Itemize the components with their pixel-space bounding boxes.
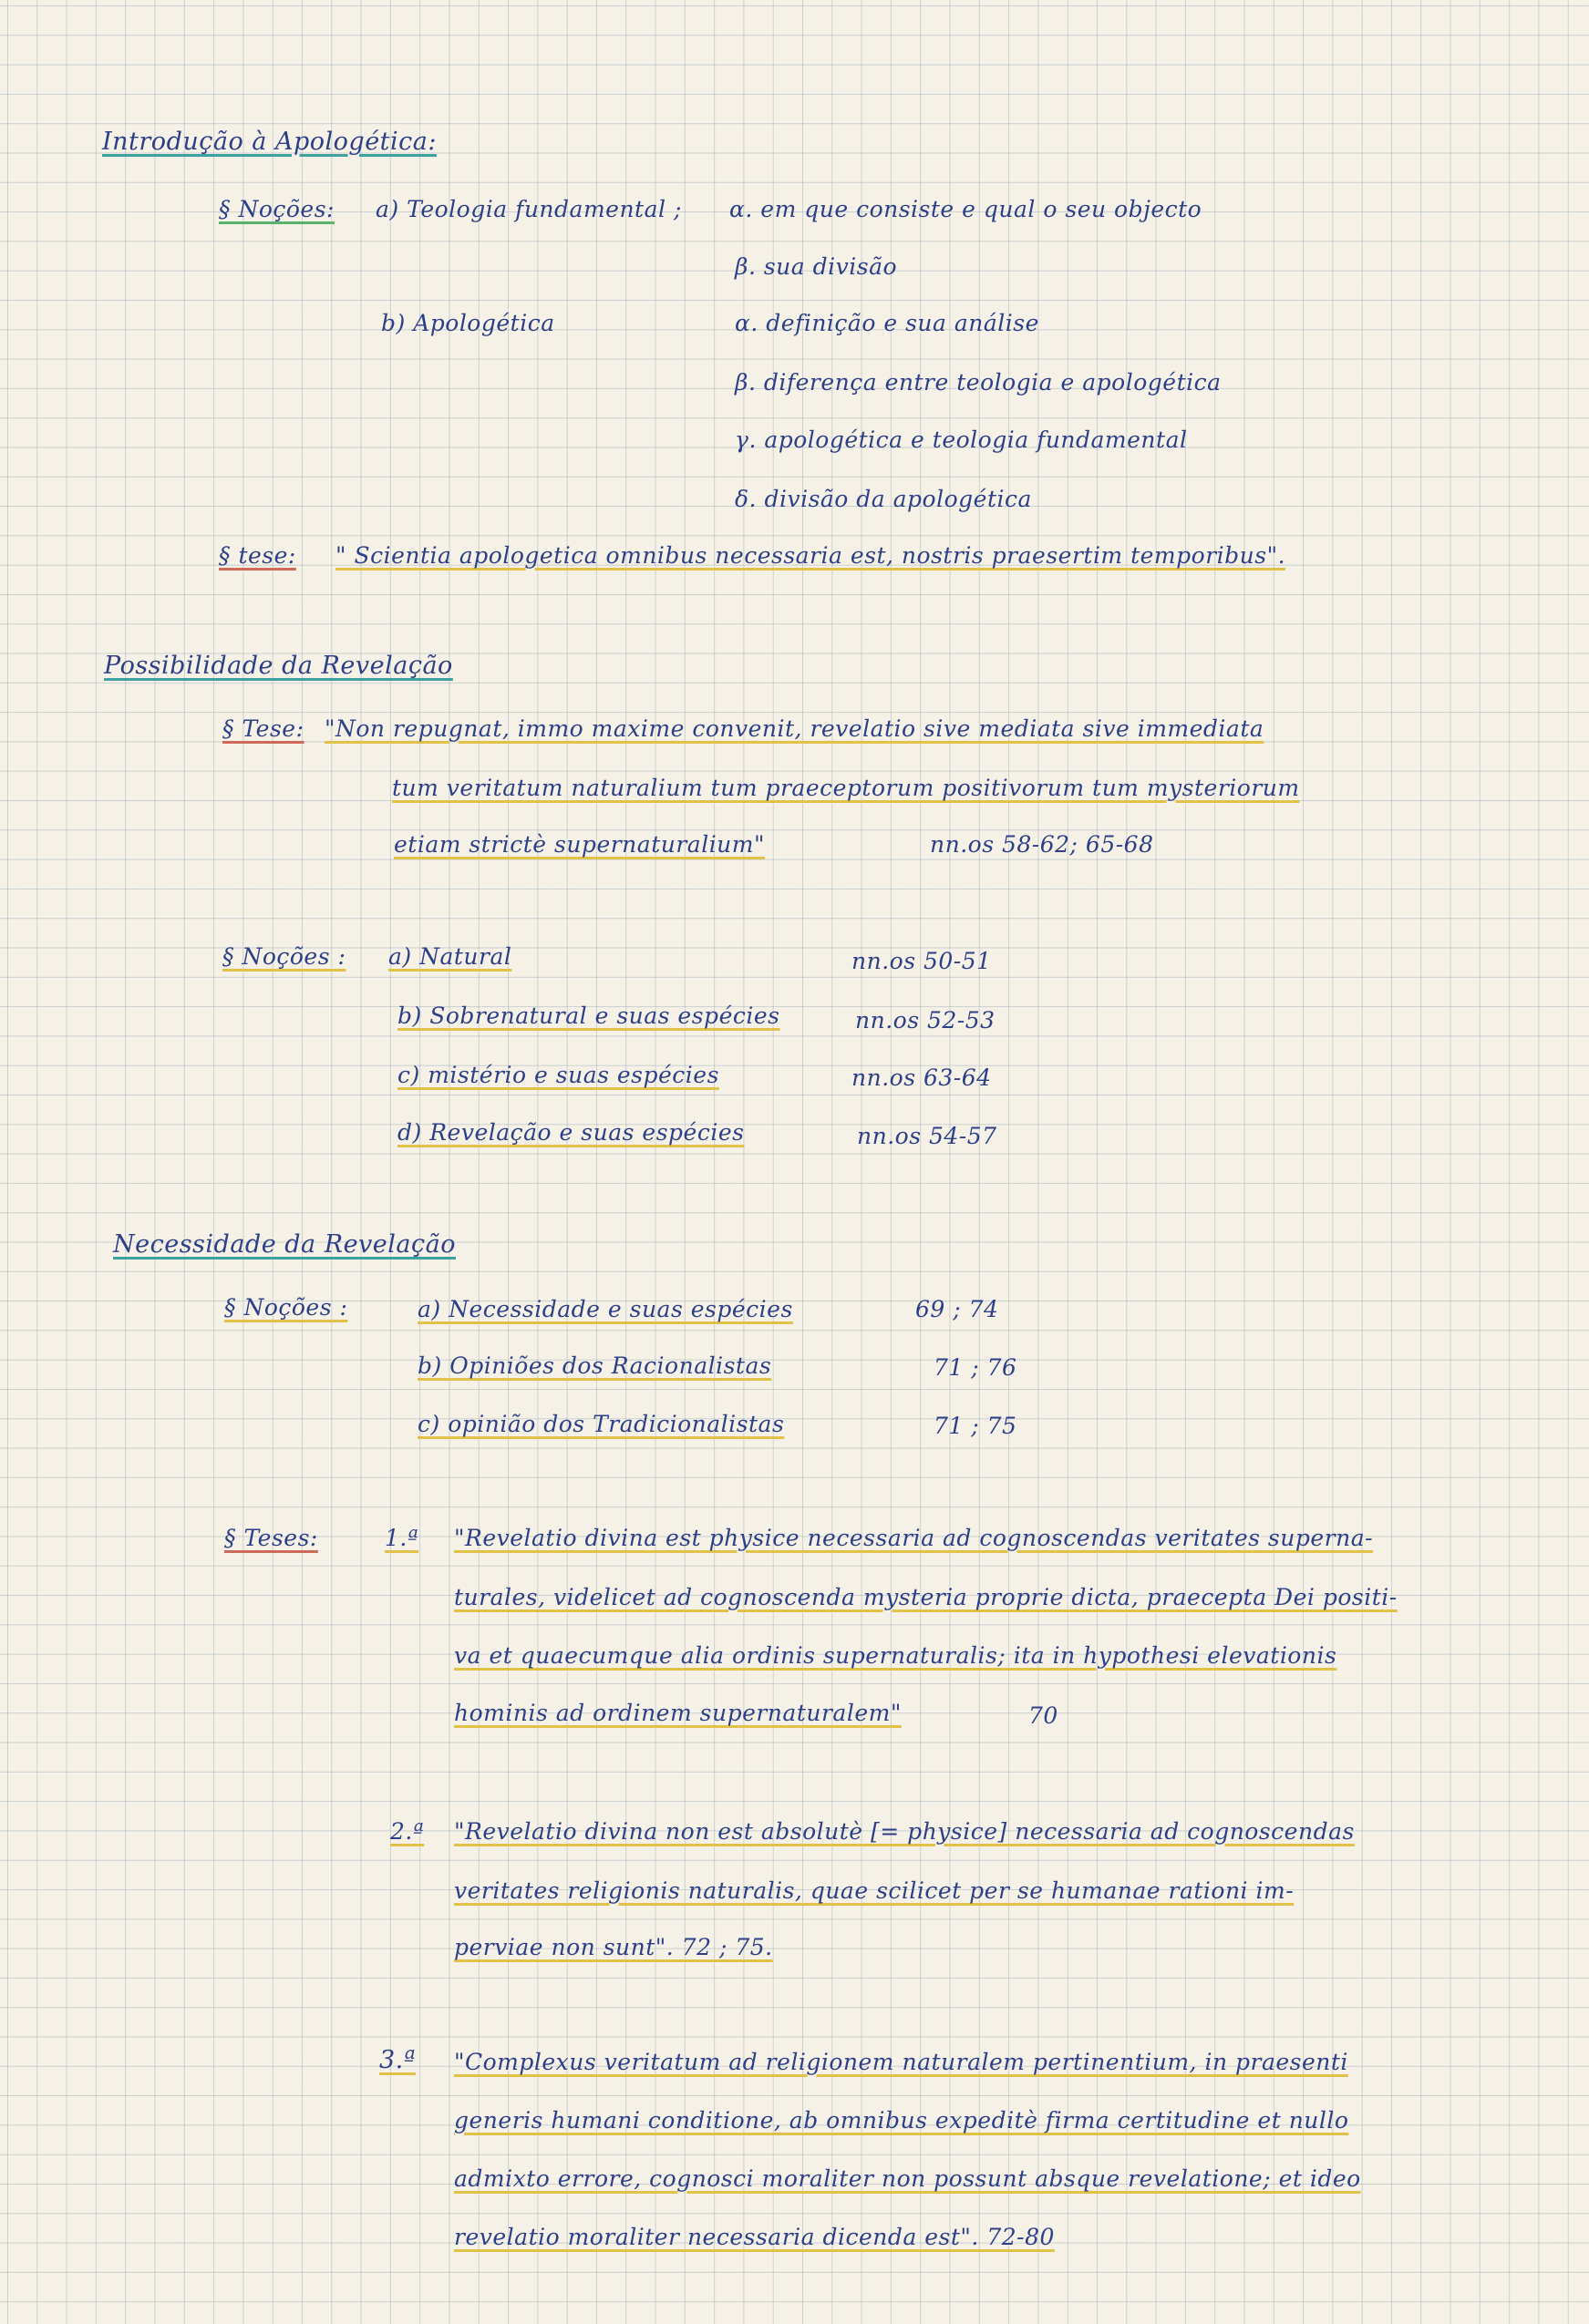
intro-a-item-2: β. sua divisão xyxy=(735,253,898,280)
tese-1-line-2: turales, videlicet ad cognoscenda mysteria proprie dicta, praecepta Dei positi- xyxy=(454,1584,1398,1610)
intro-b-item-1: α. definição e sua análise xyxy=(735,310,1039,336)
necessidade-nocao-a-ref: 69 ; 74 xyxy=(915,1296,999,1322)
tese-3-line-2: generis humani conditione, ab omnibus expeditè firma certitudine et nullo xyxy=(454,2107,1349,2134)
tese-1-line-1: "Revelatio divina est physice necessaria ad cognoscendas veritates superna- xyxy=(454,1525,1374,1551)
section-title-possibilidade: Possibilidade da Revelação xyxy=(104,652,453,680)
possibilidade-nocoes-label: § Noções : xyxy=(222,943,346,970)
possibilidade-nocao-b: b) Sobrenatural e suas espécies xyxy=(397,1003,780,1029)
possibilidade-nocao-b-ref: nn.os 52-53 xyxy=(855,1007,996,1033)
necessidade-nocoes-label: § Noções : xyxy=(224,1294,348,1321)
tese-3-number: 3.ª xyxy=(379,2046,417,2074)
intro-nocoes-label: § Noções: xyxy=(219,196,335,222)
tese-1-line-4: hominis ad ordinem supernaturalem" xyxy=(454,1700,902,1726)
tese-2-line-1: "Revelatio divina non est absolutè [= physice] necessaria ad cognoscendas xyxy=(454,1818,1355,1845)
possibilidade-nocao-c-ref: nn.os 63-64 xyxy=(851,1064,992,1091)
tese-1-line-3: va et quaecumque alia ordinis supernaturalis; ita in hypothesi elevationis xyxy=(454,1642,1337,1669)
necessidade-teses-label: § Teses: xyxy=(224,1525,318,1551)
tese-2-line-3: perviae non sunt". 72 ; 75. xyxy=(454,1934,773,1960)
possibilidade-nocao-c: c) mistério e suas espécies xyxy=(397,1062,719,1088)
tese-1-number: 1.ª xyxy=(385,1525,419,1551)
section-title-necessidade: Necessidade da Revelação xyxy=(113,1230,456,1259)
tese-3-line-3: admixto errore, cognosci moraliter non possunt absque revelatione; et ideo xyxy=(454,2165,1361,2192)
tese-2-line-2: veritates religionis naturalis, quae scilicet per se humanae rationi im- xyxy=(454,1877,1295,1904)
tese-2-number: 2.ª xyxy=(390,1818,425,1845)
necessidade-nocao-c: c) opinião dos Tradicionalistas xyxy=(418,1411,785,1437)
tese-3-line-4: revelatio moraliter necessaria dicenda est". 72-80 xyxy=(454,2224,1055,2250)
intro-b-item-2: β. diferença entre teologia e apologética xyxy=(735,369,1222,396)
intro-b-item-4: δ. divisão da apologética xyxy=(735,486,1032,512)
possibilidade-tese-line-1: "Non repugnat, immo maxime convenit, revelatio sive mediata sive immediata xyxy=(325,715,1264,742)
possibilidade-tese-label: § Tese: xyxy=(222,715,304,742)
section-title-intro: Introdução à Apologética: xyxy=(102,128,437,156)
intro-tese-text: " Scientia apologetica omnibus necessaria est, nostris praesertim temporibus". xyxy=(335,542,1286,569)
possibilidade-tese-ref: nn.os 58-62; 65-68 xyxy=(930,831,1154,858)
intro-a-label: a) Teologia fundamental ; xyxy=(376,196,682,222)
possibilidade-tese-line-2: tum veritatum naturalium tum praeceptorum positivorum tum mysteriorum xyxy=(392,775,1300,801)
necessidade-nocao-a: a) Necessidade e suas espécies xyxy=(418,1296,793,1322)
necessidade-nocao-b: b) Opiniões dos Racionalistas xyxy=(418,1352,772,1379)
possibilidade-nocao-a-ref: nn.os 50-51 xyxy=(851,948,992,974)
necessidade-nocao-b-ref: 71 ; 76 xyxy=(934,1354,1017,1381)
tese-1-ref: 70 xyxy=(1028,1702,1058,1729)
intro-tese-label: § tese: xyxy=(219,542,296,569)
intro-a-item-1: α. em que consiste e qual o seu objecto xyxy=(729,196,1202,222)
possibilidade-nocao-d: d) Revelação e suas espécies xyxy=(397,1119,745,1146)
possibilidade-nocao-d-ref: nn.os 54-57 xyxy=(857,1123,997,1149)
intro-b-item-3: γ. apologética e teologia fundamental xyxy=(735,427,1188,453)
possibilidade-tese-line-3: etiam strictè supernaturalium" xyxy=(394,831,765,858)
possibilidade-nocao-a: a) Natural xyxy=(388,943,512,970)
tese-3-line-1: "Complexus veritatum ad religionem naturalem pertinentium, in praesenti xyxy=(454,2049,1348,2075)
intro-b-label: b) Apologética xyxy=(381,310,555,336)
necessidade-nocao-c-ref: 71 ; 75 xyxy=(934,1413,1017,1439)
